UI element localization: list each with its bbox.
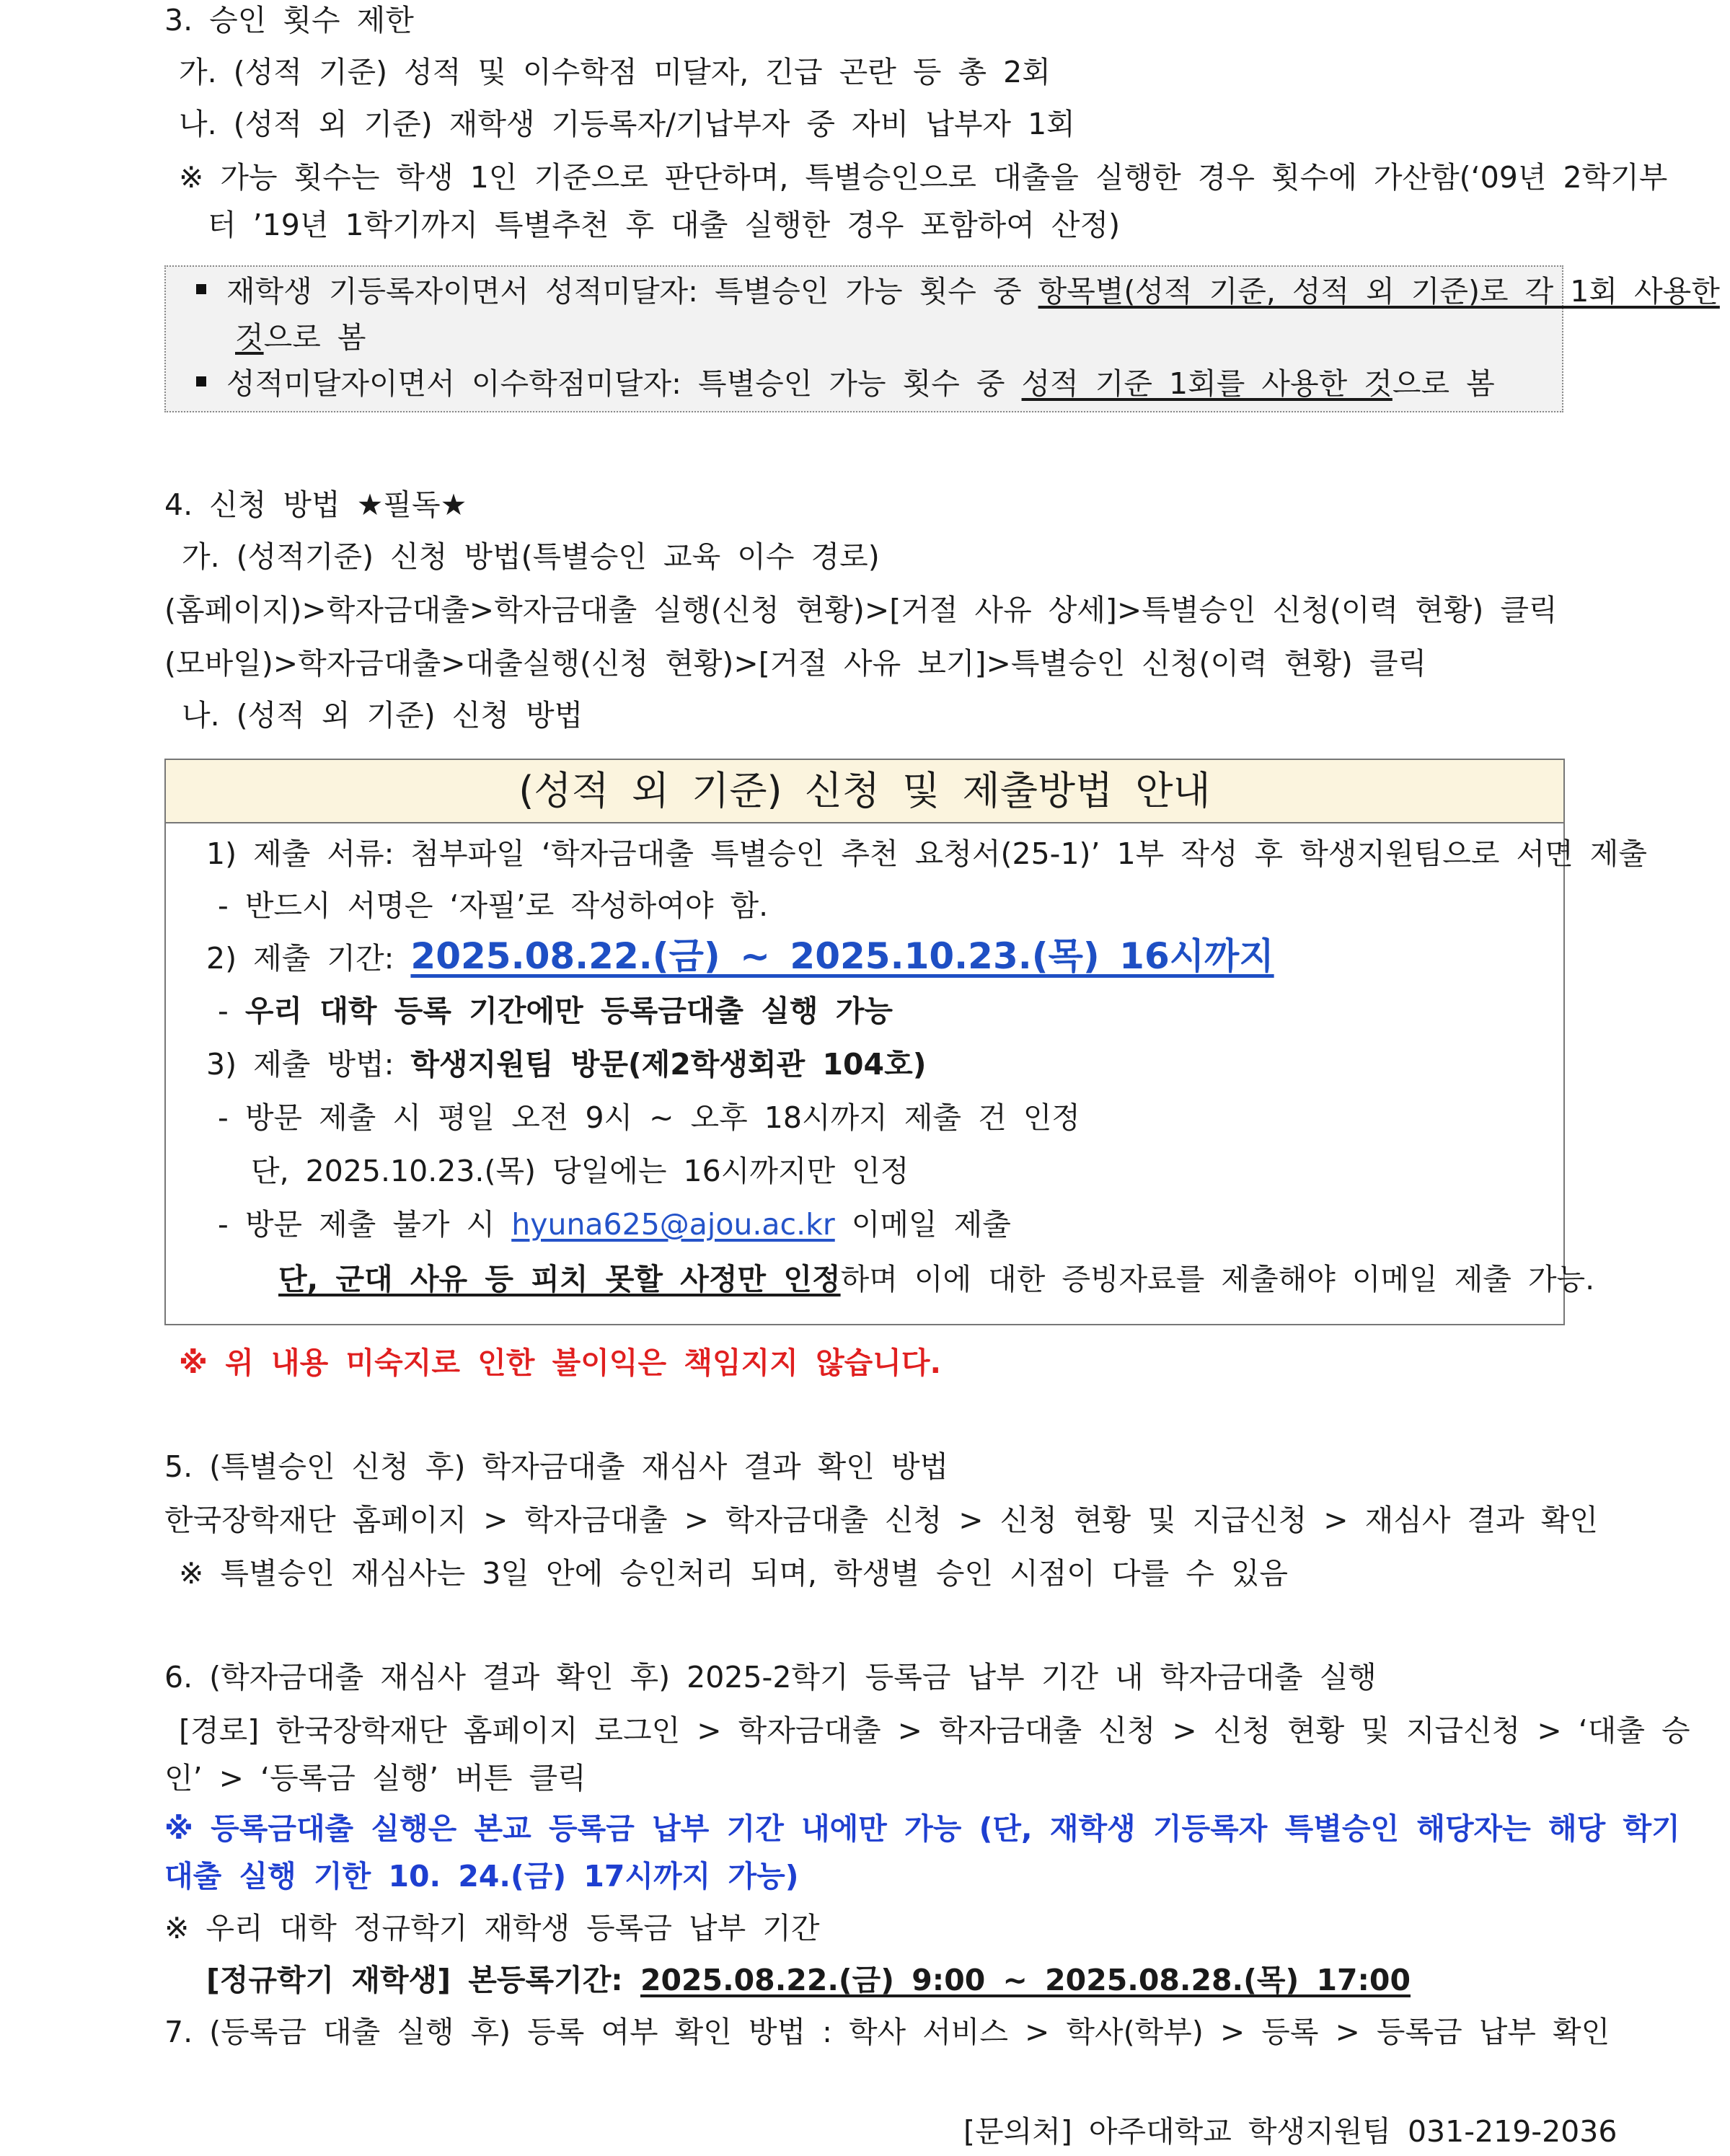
section-6-title: 6. (학자금대출 재심사 결과 확인 후) 2025-2학기 등록금 납부 기간 내 학자금대출 실행 <box>164 1660 1377 1695</box>
guide-line-period <box>206 933 1274 980</box>
section-3-item-na: 나. (성적 외 기준) 재학생 기등록자/기납부자 중 자비 납부자 1회 <box>179 107 1075 141</box>
section-4-warning: ※ 위 내용 미숙지로 인한 불이익은 책임지지 않습니다. <box>179 1346 942 1380</box>
guide-email-condition-tail: 하며 이에 대한 증빙자료를 제출해야 이메일 제출 가능. <box>840 1262 1595 1296</box>
guide-line-email-condition <box>278 1260 1594 1299</box>
section-3-item-ga: 가. (성적 기준) 성적 및 이수학점 미달자, 긴급 곤란 등 총 2회 <box>179 55 1051 89</box>
note-box-item-1-underline-cont: 것 <box>235 320 264 355</box>
section-3-title: 3. 승인 횟수 제한 <box>164 3 414 37</box>
section-4-title: 4. 신청 방법 ★필독★ <box>164 487 467 522</box>
email-link[interactable]: hyuna625@ajou.ac.kr <box>511 1207 835 1242</box>
square-bullet-icon <box>196 376 206 386</box>
guide-method-label: 3) 제출 방법: <box>206 1047 411 1082</box>
section-3-note-line1: ※ 가능 횟수는 학생 1인 기준으로 판단하며, 특별승인으로 대출을 실행한 경우 횟수에 가산함(‘09년 2학기부 <box>179 160 1668 195</box>
guide-line-signature: - 반드시 서명은 ‘자필’로 작성하여야 함. <box>218 888 769 923</box>
note-box-item-1-cont <box>235 319 366 357</box>
section-6-period-note: ※ 우리 대학 정규학기 재학생 등록금 납부 기간 <box>164 1911 820 1945</box>
guide-method-value: 학생지원팀 방문(제2학생회관 104호) <box>410 1047 927 1082</box>
guide-email-label: - 방문 제출 불가 시 <box>218 1207 512 1242</box>
submission-guide-header: (성적 외 기준) 신청 및 제출방법 안내 <box>166 760 1563 823</box>
guide-line-method <box>206 1046 926 1084</box>
note-box-item-2-text: 성적미달자이면서 이수학점미달자: 특별승인 가능 횟수 중 <box>226 366 1022 401</box>
period-label: [정규학기 재학생] 본등록기간: <box>206 1963 640 1997</box>
section-4-item-ga: 가. (성적기준) 신청 방법(특별승인 교육 이수 경로) <box>182 539 880 574</box>
section-5-note: ※ 특별승인 재심사는 3일 안에 승인처리 되며, 학생별 승인 시점이 다를 수 있음 <box>179 1556 1289 1591</box>
guide-dash: - <box>218 994 245 1028</box>
section-5-path: 한국장학재단 홈페이지 > 학자금대출 > 학자금대출 신청 > 신청 현황 및 지급신청 > 재심사 결과 확인 <box>164 1503 1598 1537</box>
section-6-notice-line2: 대출 실행 기한 10. 24.(금) 17시까지 가능) <box>164 1859 799 1894</box>
guide-email-tail: 이메일 제출 <box>834 1207 1011 1242</box>
section-4-path-mobile: (모바일)>학자금대출>대출실행(신청 현황)>[거절 사유 보기]>특별승인 신청(이력 현황) 클릭 <box>164 646 1427 681</box>
note-box-item-2-underline: 성적 기준 1회를 사용한 것 <box>1021 366 1393 401</box>
note-box-item-1 <box>196 273 1720 311</box>
guide-line-visit-hours: - 방문 제출 시 평일 오전 9시 ~ 오후 18시까지 제출 건 인정 <box>218 1100 1080 1135</box>
period-value: 2025.08.22.(금) 9:00 ~ 2025.08.28.(목) 17:00 <box>640 1963 1411 1997</box>
section-6-notice-line1: ※ 등록금대출 실행은 본교 등록금 납부 기간 내에만 가능 (단, 재학생 기등록자 특별승인 해당자는 해당 학기 <box>164 1811 1680 1846</box>
section-6-path-line1: [경로] 한국장학재단 홈페이지 로그인 > 학자금대출 > 학자금대출 신청 > 신청 현황 및 지급신청 > ‘대출 승 <box>179 1713 1690 1748</box>
guide-period-label: 2) 제출 기간: <box>206 941 411 976</box>
guide-line-email <box>218 1206 1011 1244</box>
square-bullet-icon <box>196 284 206 294</box>
note-box-item-2 <box>196 365 1495 403</box>
guide-line-documents: 1) 제출 서류: 첨부파일 ‘학자금대출 특별승인 추천 요청서(25-1)’ 1부 작성 후 학생지원팀으로 서면 제출 <box>206 836 1647 871</box>
note-box-item-2-tail: 으로 봄 <box>1392 366 1495 401</box>
guide-registration-text: 우리 대학 등록 기간에만 등록금대출 실행 가능 <box>244 994 893 1028</box>
guide-line-registration <box>218 992 893 1030</box>
section-4-path-homepage: (홈페이지)>학자금대출>학자금대출 실행(신청 현황)>[거절 사유 상세]>특별승인 신청(이력 현황) 클릭 <box>164 593 1558 627</box>
section-3-note-line2: 터 ’19년 1학기까지 특별추천 후 대출 실행한 경우 포함하여 산정) <box>208 208 1121 242</box>
note-box-item-1-tail: 으로 봄 <box>263 320 366 355</box>
section-3-note-box <box>164 265 1720 412</box>
section-7-title: 7. (등록금 대출 실행 후) 등록 여부 확인 방법 : 학사 서비스 > 학사(학부) > 등록 > 등록금 납부 확인 <box>164 2015 1610 2049</box>
section-4-item-na: 나. (성적 외 기준) 신청 방법 <box>182 698 583 733</box>
section-5-title: 5. (특별승인 신청 후) 학자금대출 재심사 결과 확인 방법 <box>164 1449 949 1484</box>
section-6-path-line2: 인’ > ‘등록금 실행’ 버튼 클릭 <box>164 1761 586 1795</box>
section-6-period <box>206 1961 1411 2000</box>
guide-email-condition-bold: 단, 군대 사유 등 피치 못할 사정만 인정 <box>278 1262 841 1296</box>
contact-info: [문의처] 아주대학교 학생지원팀 031-219-2036 <box>963 2114 1618 2149</box>
submission-guide-box <box>164 759 1647 1325</box>
note-box-item-1-text: 재학생 기등록자이면서 성적미달자: 특별승인 가능 횟수 중 <box>226 274 1038 309</box>
note-box-item-1-underline: 항목별(성적 기준, 성적 외 기준)로 각 1회 사용한 <box>1038 274 1720 309</box>
guide-period-dates: 2025.08.22.(금) ~ 2025.10.23.(목) 16시까지 <box>410 935 1274 977</box>
guide-line-deadline-day: 단, 2025.10.23.(목) 당일에는 16시까지만 인정 <box>251 1154 909 1188</box>
